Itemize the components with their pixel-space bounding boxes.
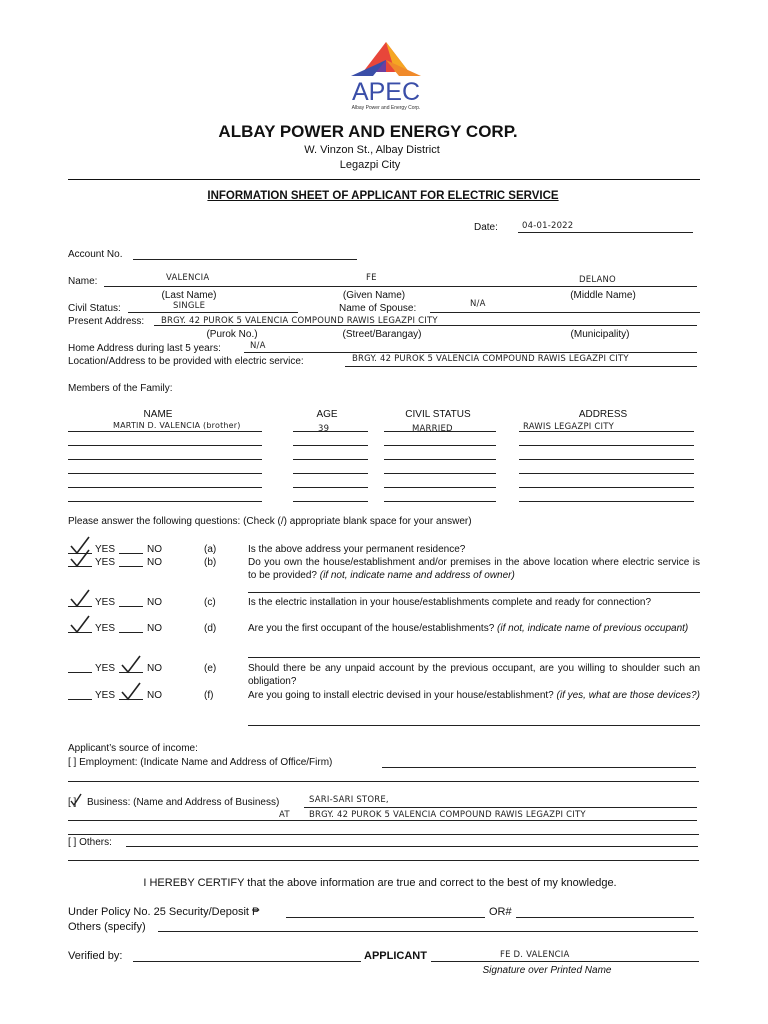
question-text	[248, 556, 700, 582]
question-body: Are you going to install electric devised in your house/establishment?	[248, 690, 554, 701]
family-cell-line[interactable]	[293, 473, 368, 474]
spouse-line[interactable]	[430, 312, 700, 313]
home-address-line[interactable]	[244, 352, 697, 353]
location-line[interactable]	[345, 366, 697, 367]
family-cell-line[interactable]	[519, 445, 694, 446]
family-cell-line[interactable]	[384, 473, 496, 474]
family-cell-line[interactable]	[384, 459, 496, 460]
business-line-2[interactable]	[68, 820, 697, 821]
family-cell-line[interactable]	[293, 459, 368, 460]
family-cell-line[interactable]	[519, 473, 694, 474]
family-row-status: MARRIED	[412, 424, 453, 434]
question-answer-line[interactable]	[248, 725, 700, 726]
date-label: Date:	[474, 222, 498, 233]
date-value[interactable]: 04-01-2022	[522, 221, 574, 231]
family-cell-line[interactable]	[68, 459, 262, 460]
business-line-1[interactable]	[304, 807, 697, 808]
certification-statement: I HEREBY CERTIFY that the above information are true and correct to the best of my knowledge.	[143, 877, 617, 889]
family-cell-line[interactable]	[293, 487, 368, 488]
company-name: ALBAY POWER AND ENERGY CORP.	[218, 122, 518, 141]
applicant-label: APPLICANT	[364, 950, 427, 962]
question-body: Should there be any unpaid account by the previous occupant, are you willing to shoulder such an obligation?	[248, 663, 700, 687]
family-cell-line[interactable]	[68, 473, 262, 474]
question-letter: (b)	[204, 557, 217, 568]
no-label: NO	[147, 557, 162, 568]
last-name-caption: (Last Name)	[161, 290, 217, 301]
question-note: (if not, indicate name and address of owner)	[319, 570, 515, 581]
or-label: OR#	[489, 906, 512, 918]
checkmark-icon	[68, 588, 92, 608]
present-address-label: Present Address:	[68, 316, 145, 327]
business-address-value: BRGY. 42 PUROK 5 VALENCIA COMPOUND RAWIS LEGAZPI CITY	[309, 810, 586, 820]
signature-caption: Signature over Printed Name	[482, 965, 612, 976]
employment-line-2[interactable]	[68, 781, 699, 782]
purok-caption: (Purok No.)	[206, 329, 258, 340]
question-letter: (a)	[204, 544, 217, 555]
family-cell-line[interactable]	[293, 431, 368, 432]
middle-name-caption: (Middle Name)	[570, 290, 636, 301]
family-cell-line[interactable]	[68, 445, 262, 446]
last-name-value: VALENCIA	[166, 273, 210, 283]
no-blank[interactable]	[119, 632, 143, 633]
municipality-caption: (Municipality)	[570, 329, 630, 340]
yes-label: YES	[95, 663, 116, 674]
question-text	[248, 596, 700, 609]
checkmark-icon	[119, 681, 143, 701]
family-cell-line[interactable]	[384, 501, 496, 502]
applicant-line[interactable]	[431, 961, 699, 962]
civil-status-value: SINGLE	[173, 301, 206, 311]
yes-label: YES	[95, 597, 116, 608]
family-cell-line[interactable]	[519, 501, 694, 502]
home-address-value: N/A	[250, 341, 266, 351]
company-address-2: Legazpi City	[339, 159, 401, 171]
verified-line[interactable]	[133, 961, 361, 962]
business-checkmark-icon	[69, 793, 83, 807]
employment-option[interactable]: [ ] Employment: (Indicate Name and Address of Office/Firm)	[68, 757, 333, 768]
question-text	[248, 543, 700, 556]
checkmark-icon	[68, 614, 92, 634]
question-body: Is the electric installation in your house/establishments complete and ready for connection?	[248, 597, 652, 608]
logo-text: APEC	[351, 78, 421, 106]
question-note: (if not, indicate name of previous occupant)	[497, 623, 689, 634]
family-cell-line[interactable]	[293, 501, 368, 502]
question-answer-line[interactable]	[248, 657, 700, 658]
family-header-address: ADDRESS	[578, 409, 628, 420]
business-option: Business: (Name and Address of Business)	[87, 797, 280, 808]
question-body: Are you the first occupant of the house/establishments?	[248, 623, 495, 634]
questions-intro: Please answer the following questions: (Check (/) appropriate blank space for your answer)	[68, 516, 472, 527]
form-title: INFORMATION SHEET OF APPLICANT FOR ELECTRIC SERVICE	[207, 190, 559, 202]
policy-label: Under Policy No. 25 Security/Deposit ₱	[68, 906, 260, 918]
spouse-label: Name of Spouse:	[339, 303, 417, 314]
no-blank[interactable]	[119, 606, 143, 607]
location-value: BRGY. 42 PUROK 5 VALENCIA COMPOUND RAWIS LEGAZPI CITY	[352, 354, 629, 364]
no-label: NO	[147, 663, 162, 674]
name-label: Name:	[68, 276, 98, 287]
present-address-value: BRGY. 42 PUROK 5 VALENCIA COMPOUND RAWIS LEGAZPI CITY	[161, 316, 438, 326]
business-name-value: SARI-SARI STORE,	[309, 795, 389, 805]
yes-blank[interactable]	[68, 699, 92, 700]
no-label: NO	[147, 597, 162, 608]
question-text	[248, 622, 700, 635]
question-text	[248, 662, 700, 688]
or-line[interactable]	[516, 917, 694, 918]
family-cell-line[interactable]	[68, 487, 262, 488]
family-cell-line[interactable]	[519, 431, 694, 432]
civil-status-label: Civil Status:	[68, 303, 121, 314]
income-label: Applicant’s source of income:	[68, 743, 198, 754]
deposit-line[interactable]	[286, 917, 485, 918]
no-label: NO	[147, 544, 162, 555]
header-divider	[68, 179, 700, 180]
apec-logo	[343, 40, 429, 112]
business-at: AT	[279, 810, 290, 820]
family-row-name: MARTIN D. VALENCIA (brother)	[113, 421, 241, 430]
name-line[interactable]	[104, 286, 697, 287]
family-row-age: 39	[318, 424, 330, 434]
family-cell-line[interactable]	[384, 487, 496, 488]
no-label: NO	[147, 690, 162, 701]
family-cell-line[interactable]	[519, 459, 694, 460]
no-blank[interactable]	[119, 553, 143, 554]
yes-label: YES	[95, 690, 116, 701]
question-letter: (c)	[204, 597, 216, 608]
family-cell-line[interactable]	[384, 431, 496, 432]
home-address-label: Home Address during last 5 years:	[68, 343, 221, 354]
family-cell-line[interactable]	[68, 431, 262, 432]
account-label: Account No.	[68, 249, 123, 260]
question-text	[248, 689, 700, 702]
family-row-address: RAWIS LEGAZPI CITY	[523, 422, 615, 432]
question-letter: (f)	[204, 690, 214, 701]
no-blank[interactable]	[119, 566, 143, 567]
others-line-2[interactable]	[68, 860, 699, 861]
middle-name-value: DELANO	[579, 275, 616, 285]
family-cell-line[interactable]	[384, 445, 496, 446]
street-caption: (Street/Barangay)	[342, 329, 422, 340]
question-note: (if yes, what are those devices?)	[556, 690, 700, 701]
no-label: NO	[147, 623, 162, 634]
given-name-caption: (Given Name)	[342, 290, 406, 301]
question-answer-line[interactable]	[248, 592, 700, 593]
spouse-value: N/A	[470, 299, 486, 309]
family-label: Members of the Family:	[68, 383, 173, 394]
apec-logo-mark	[343, 40, 429, 112]
business-checkbox[interactable]: [ ]	[68, 797, 77, 808]
verified-label: Verified by:	[68, 950, 123, 962]
others-specify-label: Others (specify)	[68, 921, 146, 933]
logo-subtext: Albay Power and Energy Corp.	[351, 105, 421, 111]
family-header-age: AGE	[316, 409, 338, 420]
family-header-name: NAME	[143, 409, 173, 420]
yes-label: YES	[95, 544, 116, 555]
others-line-1[interactable]	[126, 846, 698, 847]
question-body: Do you own the house/establishment and/or premises in the above location where electric service is to be provided?	[248, 557, 700, 581]
others-specify-line[interactable]	[158, 931, 698, 932]
account-line[interactable]	[133, 259, 357, 260]
business-line-3[interactable]	[68, 834, 699, 835]
question-letter: (e)	[204, 663, 217, 674]
family-cell-line[interactable]	[519, 487, 694, 488]
company-address-1: W. Vinzon St., Albay District	[304, 144, 440, 156]
yes-label: YES	[95, 557, 116, 568]
checkmark-icon	[119, 654, 143, 674]
checkmark-icon	[68, 548, 92, 568]
others-option[interactable]: [ ] Others:	[68, 837, 112, 848]
applicant-signature-value: FE D. VALENCIA	[500, 950, 570, 960]
given-name-value: FE	[366, 273, 377, 283]
date-line	[518, 232, 693, 233]
yes-label: YES	[95, 623, 116, 634]
location-label: Location/Address to be provided with electric service:	[68, 356, 304, 367]
question-body: Is the above address your permanent residence?	[248, 544, 466, 555]
civil-status-line[interactable]	[128, 312, 298, 313]
question-letter: (d)	[204, 623, 217, 634]
employment-line-1[interactable]	[382, 767, 696, 768]
family-header-civil-status: CIVIL STATUS	[405, 409, 471, 420]
family-cell-line[interactable]	[68, 501, 262, 502]
family-cell-line[interactable]	[293, 445, 368, 446]
yes-blank[interactable]	[68, 672, 92, 673]
